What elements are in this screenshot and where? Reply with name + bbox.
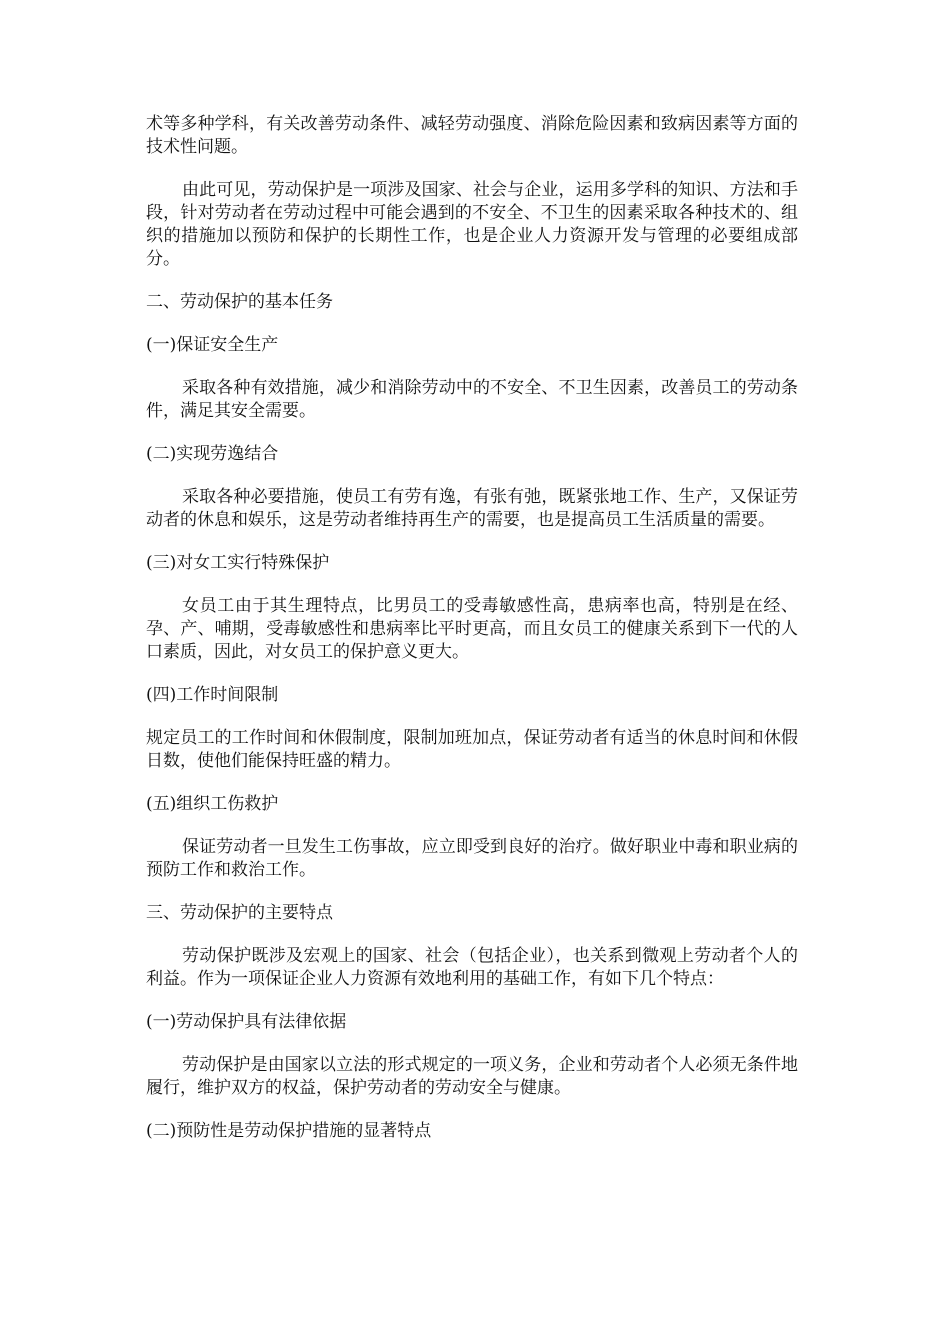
paragraph-female-protection: 女员工由于其生理特点，比男员工的受毒敏感性高，患病率也高，特别是在经、孕、产、哺期，受毒敏感性和患病率比平时更高，而且女员工的健康关系到下一代的人口素质，因此，对女员工的保护意义更大。 xyxy=(146,596,798,662)
subheading-preventive-nature: (二)预防性是劳动保护措施的显著特点 xyxy=(146,1121,432,1141)
paragraph-work-rest-balance: 采取各种必要措施，使员工有劳有逸，有张有弛，既紧张地工作、生产，又保证劳动者的休息和娱乐，这是劳动者维持再生产的需要，也是提高员工生活质量的需要。 xyxy=(146,487,798,530)
section-heading-basic-tasks: 二、劳动保护的基本任务 xyxy=(146,292,333,312)
paragraph-legal-basis: 劳动保护是由国家以立法的形式规定的一项义务，企业和劳动者个人必须无条件地履行，维护双方的权益，保护劳动者的劳动安全与健康。 xyxy=(146,1055,798,1098)
subheading-work-rest-balance: (二)实现劳逸结合 xyxy=(146,444,279,464)
subheading-safe-production: (一)保证安全生产 xyxy=(146,335,279,355)
paragraph-working-hours: 规定员工的工作时间和休假制度，限制加班加点，保证劳动者有适当的休息时间和休假日数，使他们能保持旺盛的精力。 xyxy=(146,728,798,771)
subheading-working-hours: (四)工作时间限制 xyxy=(146,685,279,705)
paragraph-safe-production: 采取各种有效措施，减少和消除劳动中的不安全、不卫生因素，改善员工的劳动条件，满足其安全需要。 xyxy=(146,378,798,421)
paragraph-injury-rescue: 保证劳动者一旦发生工伤事故，应立即受到良好的治疗。做好职业中毒和职业病的预防工作和救治工作。 xyxy=(146,837,798,880)
paragraph-intro-continued: 术等多种学科，有关改善劳动条件、减轻劳动强度、消除危险因素和致病因素等方面的技术性问题。 xyxy=(146,114,798,157)
subheading-legal-basis: (一)劳动保护具有法律依据 xyxy=(146,1012,347,1032)
document-page xyxy=(146,113,798,1143)
paragraph-definition-summary: 由此可见，劳动保护是一项涉及国家、社会与企业，运用多学科的知识、方法和手段，针对劳动者在劳动过程中可能会遇到的不安全、不卫生的因素采取各种技术的、组织的措施加以预防和保护的长期性工作，也是企业人力资源开发与管理的必要组成部分。 xyxy=(146,180,798,269)
subheading-female-protection: (三)对女工实行特殊保护 xyxy=(146,553,330,573)
section-heading-main-features: 三、劳动保护的主要特点 xyxy=(146,903,333,923)
subheading-injury-rescue: (五)组织工伤救护 xyxy=(146,794,279,814)
paragraph-main-features: 劳动保护既涉及宏观上的国家、社会（包括企业），也关系到微观上劳动者个人的利益。作为一项保证企业人力资源有效地利用的基础工作，有如下几个特点： xyxy=(146,946,798,989)
